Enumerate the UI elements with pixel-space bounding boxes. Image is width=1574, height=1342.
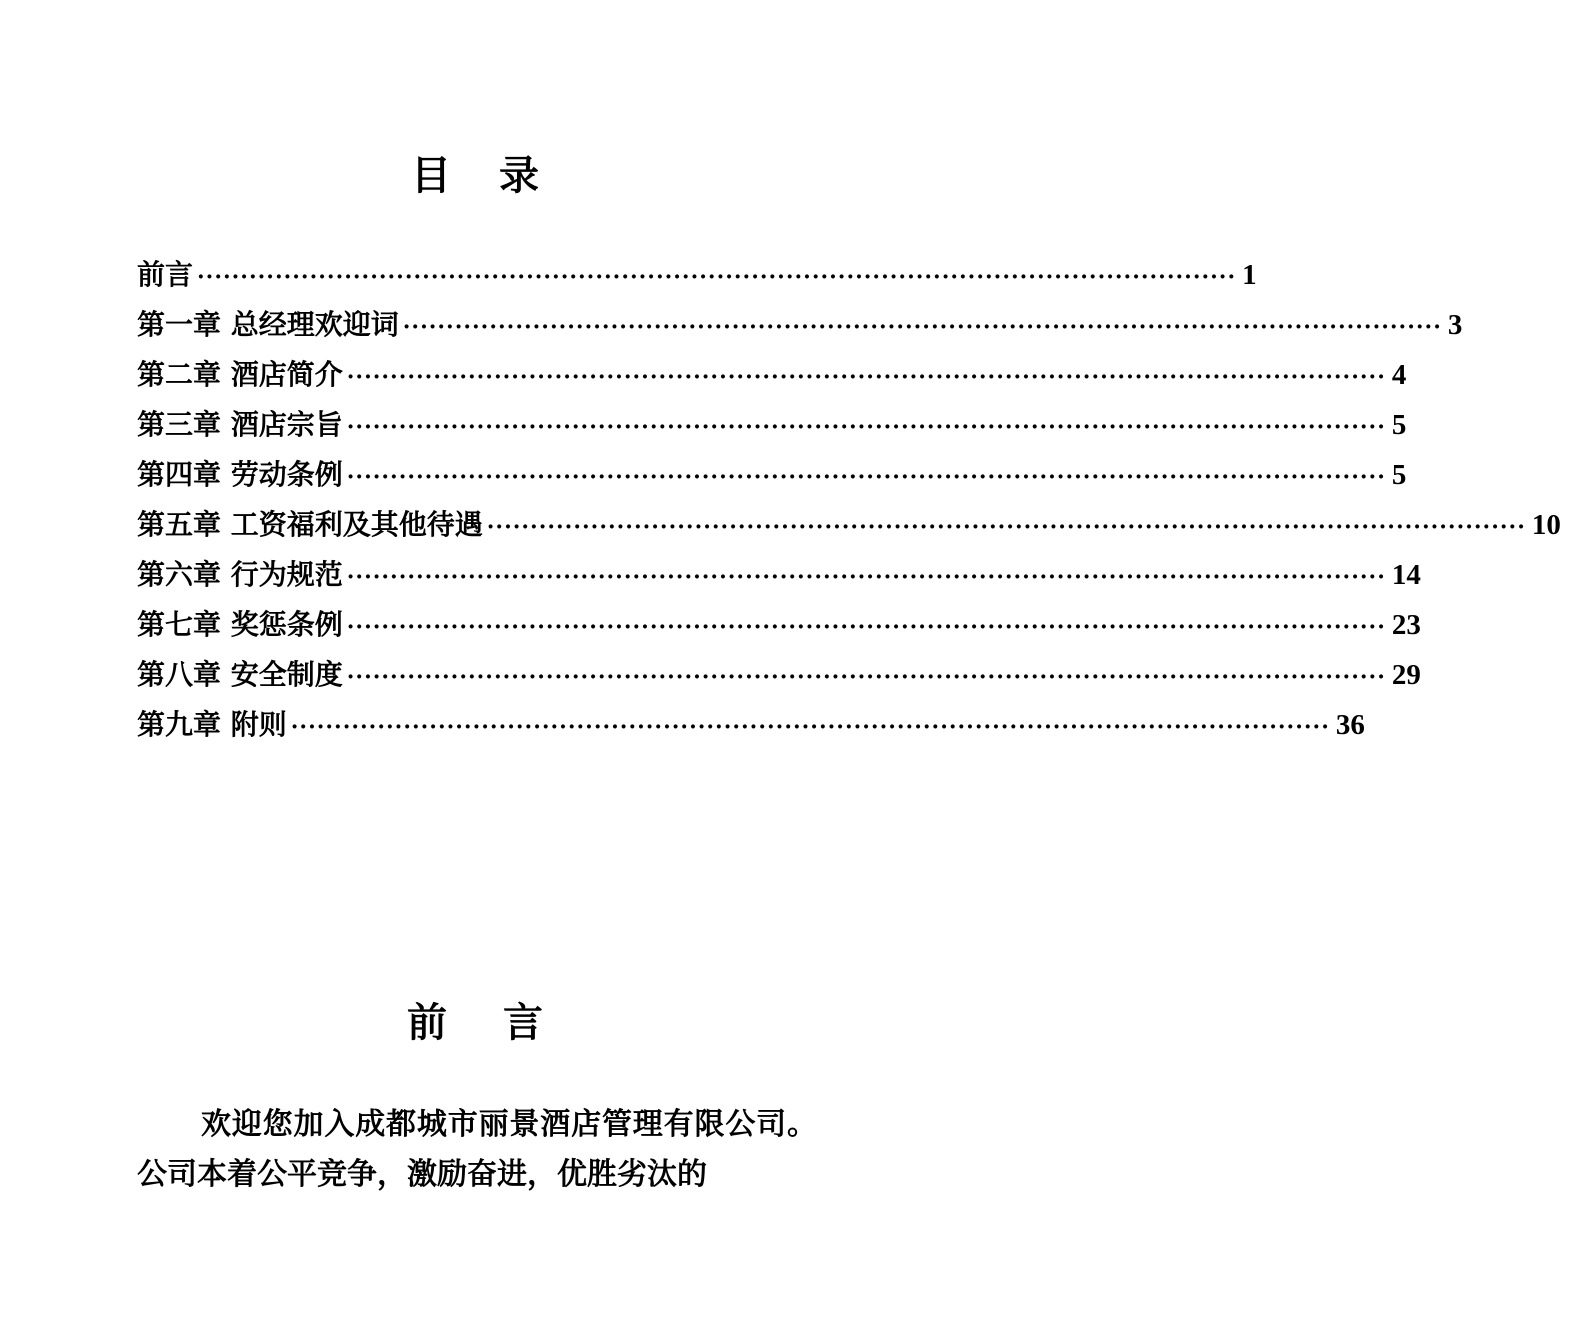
toc-entry-page: 1 bbox=[1242, 259, 1257, 291]
toc-entry[interactable] bbox=[137, 500, 1561, 550]
preface-title-left: 前 bbox=[407, 999, 447, 1046]
toc-entry-label: 第四章 劳动条例 bbox=[137, 458, 343, 491]
toc-title-left: 目 bbox=[411, 152, 451, 199]
toc-entry[interactable] bbox=[137, 650, 1421, 700]
toc-leader-dots: ························································································································ bbox=[402, 314, 1442, 340]
toc-entry[interactable] bbox=[137, 350, 1407, 400]
toc-entry-page: 5 bbox=[1391, 459, 1407, 491]
toc-list bbox=[137, 250, 1561, 750]
toc-entry-label: 第五章 工资福利及其他待遇 bbox=[137, 508, 483, 541]
toc-entry-label: 第七章 奖惩条例 bbox=[137, 608, 343, 641]
preface-title bbox=[0, 995, 950, 1051]
preface-paragraph: 欢迎您加入成都城市丽景酒店管理有限公司。公司本着公平竞争，激励奋进，优胜劣汰的 bbox=[137, 1107, 817, 1192]
toc-entry-label: 第六章 行为规范 bbox=[137, 558, 343, 591]
toc-leader-dots: ························································································································ bbox=[346, 664, 1386, 690]
toc-entry[interactable] bbox=[137, 300, 1463, 350]
toc-entry[interactable] bbox=[137, 550, 1421, 600]
toc-entry-page: 4 bbox=[1391, 359, 1407, 391]
toc-leader-dots: ························································································································ bbox=[346, 464, 1386, 490]
toc-entry[interactable] bbox=[137, 250, 1257, 300]
toc-entry-label: 第一章 总经理欢迎词 bbox=[137, 308, 399, 341]
toc-entry[interactable] bbox=[137, 450, 1407, 500]
toc-entry-label: 前言 bbox=[137, 258, 194, 291]
toc-leader-dots: ························································································································ bbox=[346, 614, 1386, 640]
toc-entry-page: 36 bbox=[1335, 709, 1365, 741]
toc-entry-page: 3 bbox=[1447, 309, 1463, 341]
toc-leader-dots: ························································································································ bbox=[197, 264, 1237, 290]
toc-entry-page: 23 bbox=[1391, 609, 1421, 641]
toc-entry[interactable] bbox=[137, 700, 1365, 750]
toc-entry-label: 第九章 附则 bbox=[137, 708, 287, 741]
toc-entry[interactable] bbox=[137, 600, 1421, 650]
toc-title-right: 录 bbox=[499, 152, 539, 199]
toc-leader-dots: ························································································································ bbox=[346, 414, 1386, 440]
toc-leader-dots: ························································································································ bbox=[346, 364, 1386, 390]
toc-leader-dots: ························································································································ bbox=[346, 564, 1386, 590]
toc-leader-dots: ························································································································ bbox=[290, 714, 1330, 740]
toc-entry-page: 5 bbox=[1391, 409, 1407, 441]
toc-title bbox=[0, 148, 950, 204]
toc-entry-label: 第二章 酒店简介 bbox=[137, 358, 343, 391]
toc-entry-page: 14 bbox=[1391, 559, 1421, 591]
preface-title-right: 言 bbox=[503, 999, 543, 1046]
toc-entry-page: 29 bbox=[1391, 659, 1421, 691]
toc-entry[interactable] bbox=[137, 400, 1407, 450]
toc-entry-label: 第三章 酒店宗旨 bbox=[137, 408, 343, 441]
toc-leader-dots: ························································································································ bbox=[486, 514, 1526, 540]
toc-entry-page: 10 bbox=[1531, 509, 1561, 541]
toc-entry-label: 第八章 安全制度 bbox=[137, 658, 343, 691]
